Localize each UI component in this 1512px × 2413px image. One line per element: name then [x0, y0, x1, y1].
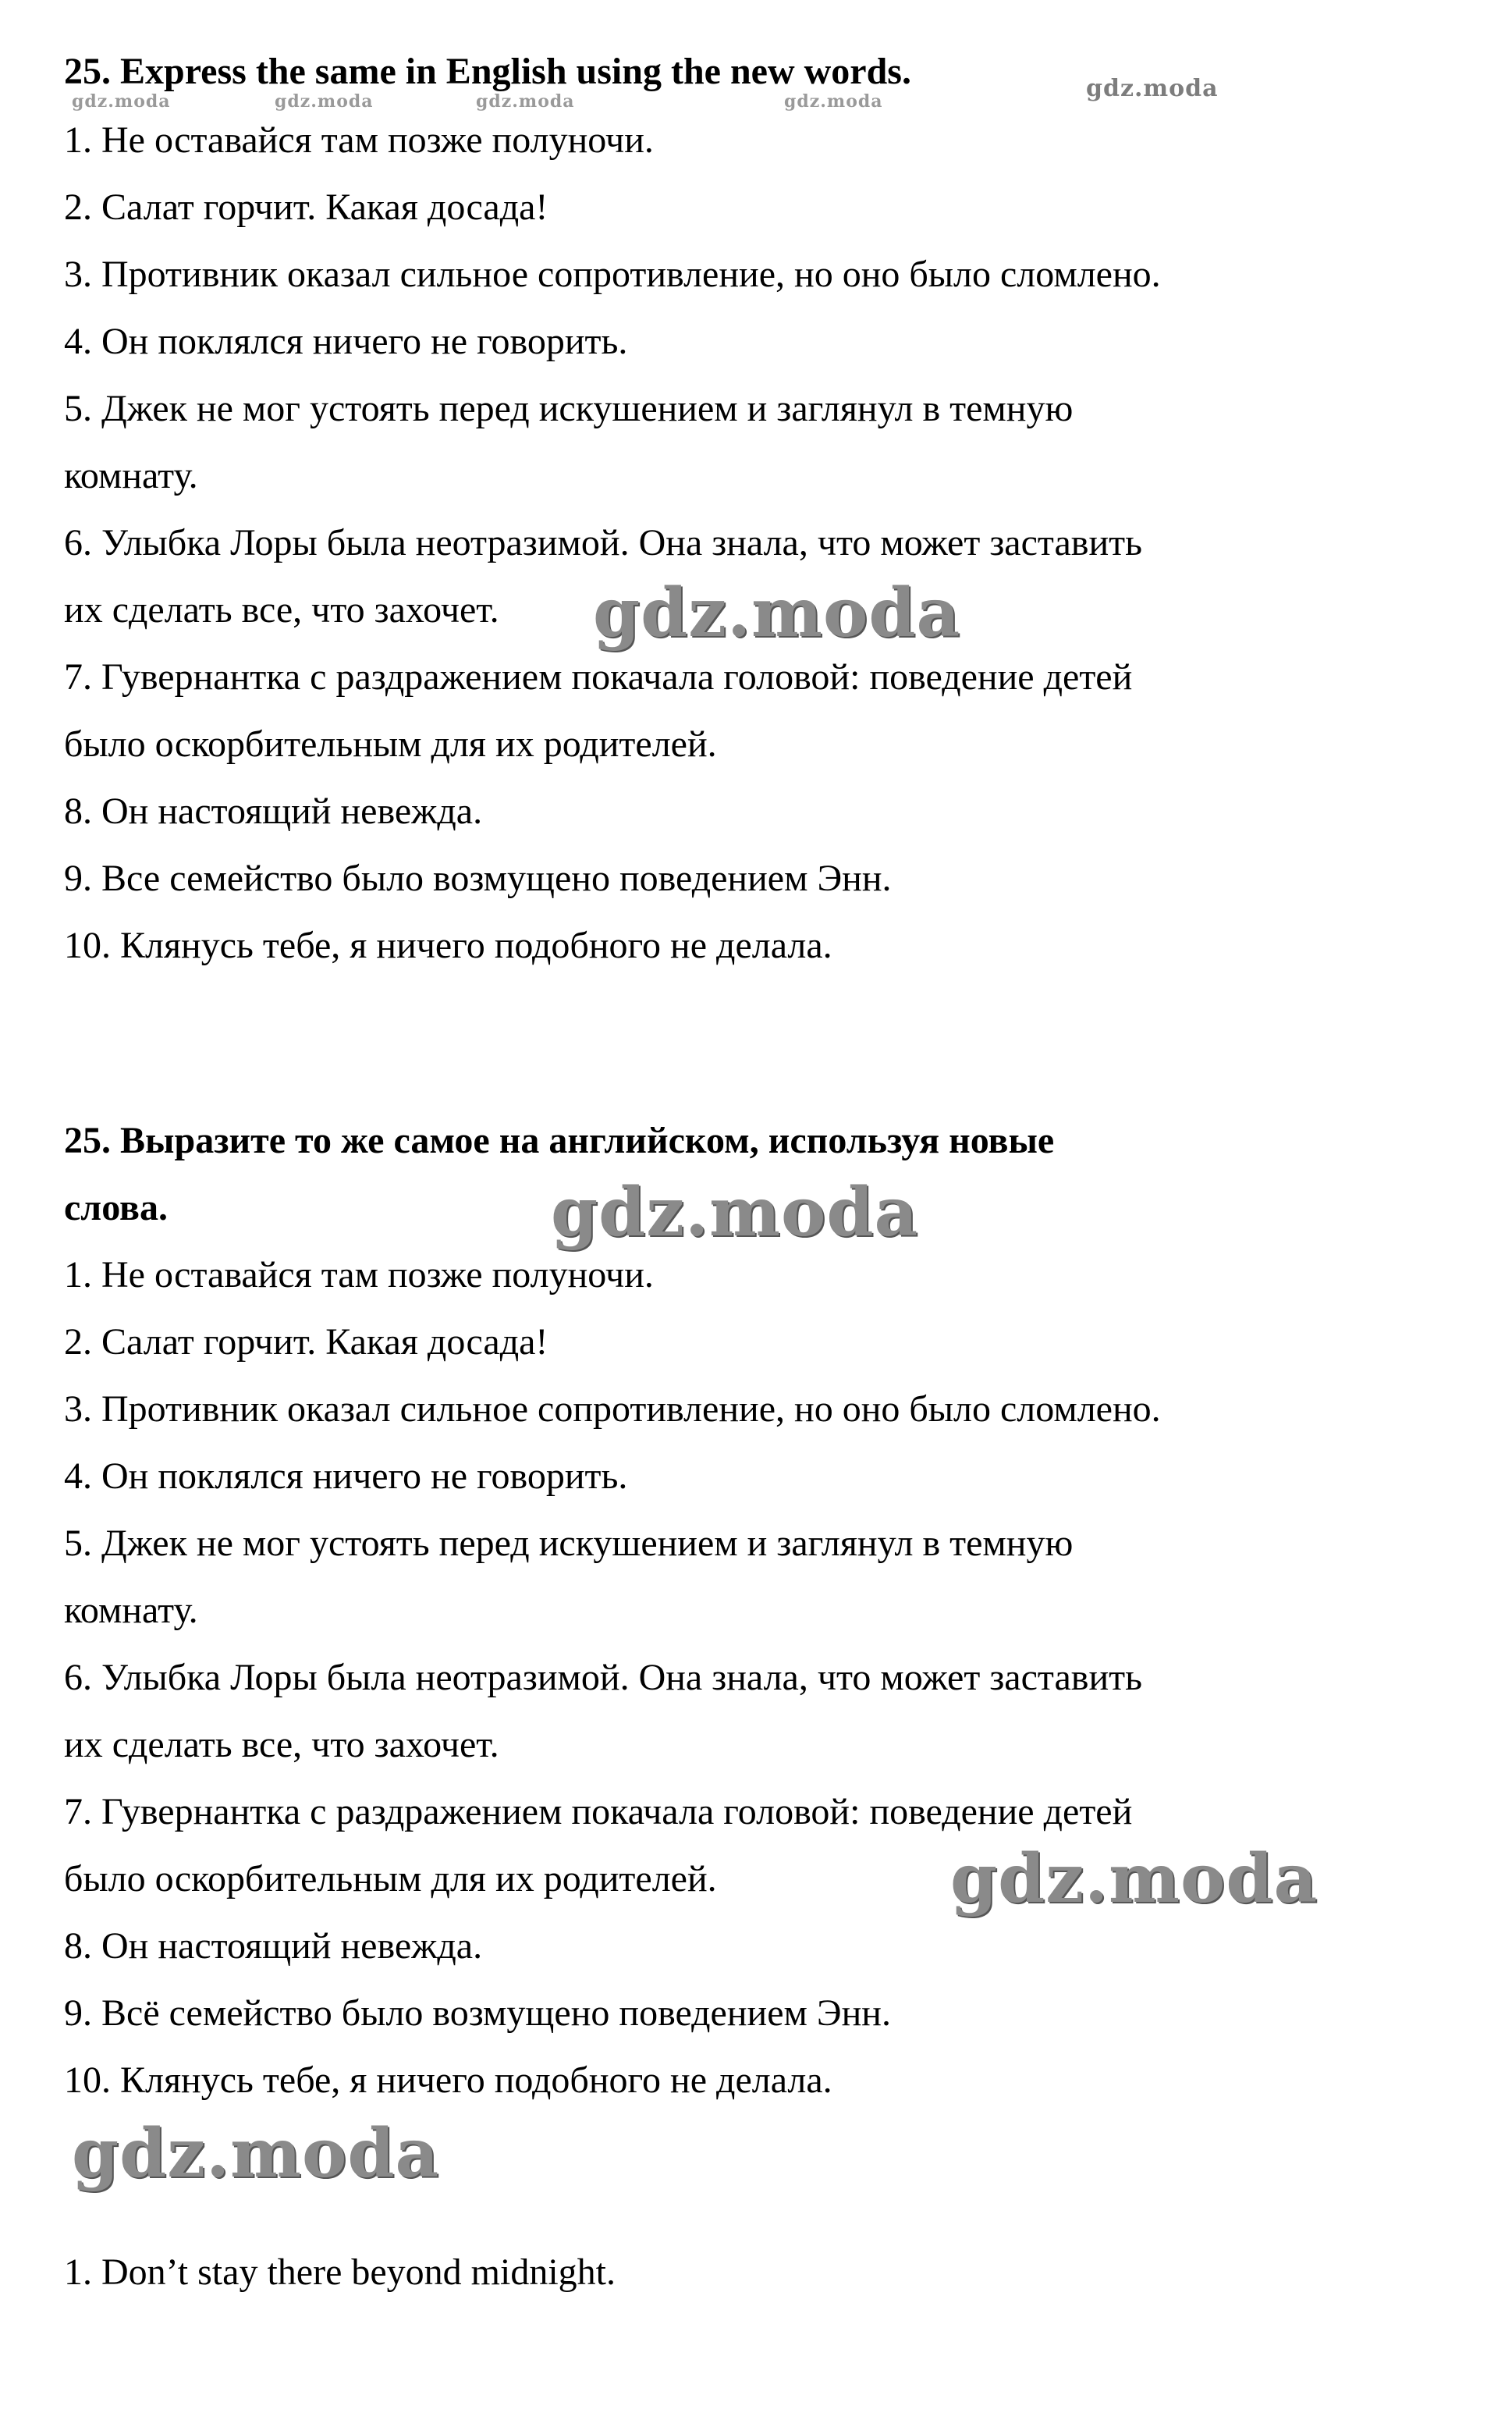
list-item: 5. Джек не мог устоять перед искушением и заглянул в темную — [64, 1523, 1074, 1564]
list-item: 6. Улыбка Лоры была неотразимой. Она знала, что может заставить — [64, 522, 1142, 563]
list-item: 8. Он настоящий невежда. — [64, 1925, 483, 1967]
watermark: gdz.moda — [1086, 75, 1219, 102]
watermark: gdz.moda — [950, 1839, 1319, 1918]
watermark: gdz.moda — [275, 91, 374, 112]
list-item: 8. Он настоящий невежда. — [64, 791, 483, 832]
exercise-heading-en: 25. Express the same in English using the new words. — [64, 51, 911, 92]
list-item: 6. Улыбка Лоры была неотразимой. Она знала, что может заставить — [64, 1657, 1142, 1698]
list-item: 9. Всё семейство было возмущено поведением Энн. — [64, 1992, 891, 2034]
watermark: gdz.moda — [593, 574, 961, 652]
watermark: gdz.moda — [784, 91, 883, 112]
answer-item: 1. Don’t stay there beyond midnight. — [64, 2251, 616, 2293]
list-item: 1. Не оставайся там позже полуночи. — [64, 1254, 654, 1295]
list-item-continuation: их сделать все, что захочет. — [64, 589, 499, 631]
list-item: 7. Гувернантка с раздражением покачала головой: поведение детей — [64, 1791, 1133, 1832]
list-item: 2. Салат горчит. Какая досада! — [64, 187, 548, 228]
list-item: 3. Противник оказал сильное сопротивление, но оно было сломлено. — [64, 1388, 1161, 1430]
watermark: gdz.moda — [72, 2114, 440, 2193]
list-item-continuation: было оскорбительным для их родителей. — [64, 723, 717, 765]
watermark: gdz.moda — [476, 91, 575, 112]
watermark: gdz.moda — [72, 91, 171, 112]
list-item: 10. Клянусь тебе, я ничего подобного не делала. — [64, 925, 832, 966]
list-item: 3. Противник оказал сильное сопротивление, но оно было сломлено. — [64, 254, 1161, 295]
watermark: gdz.moda — [551, 1173, 919, 1252]
exercise-heading-ru-continuation: слова. — [64, 1187, 168, 1228]
exercise-heading-ru: 25. Выразите то же самое на английском, используя новые — [64, 1120, 1055, 1161]
list-item: 4. Он поклялся ничего не говорить. — [64, 321, 628, 362]
list-item-continuation: комнату. — [64, 455, 198, 496]
list-item-continuation: комнату. — [64, 1590, 198, 1631]
list-item: 5. Джек не мог устоять перед искушением и заглянул в темную — [64, 388, 1074, 429]
list-item-continuation: их сделать все, что захочет. — [64, 1724, 499, 1765]
list-item: 2. Салат горчит. Какая досада! — [64, 1321, 548, 1363]
list-item: 10. Клянусь тебе, я ничего подобного не делала. — [64, 2059, 832, 2101]
list-item: 4. Он поклялся ничего не говорить. — [64, 1455, 628, 1497]
list-item: 7. Гувернантка с раздражением покачала головой: поведение детей — [64, 656, 1133, 698]
list-item: 9. Все семейство было возмущено поведением Энн. — [64, 858, 892, 899]
list-item-continuation: было оскорбительным для их родителей. — [64, 1858, 717, 1899]
list-item: 1. Не оставайся там позже полуночи. — [64, 119, 654, 161]
